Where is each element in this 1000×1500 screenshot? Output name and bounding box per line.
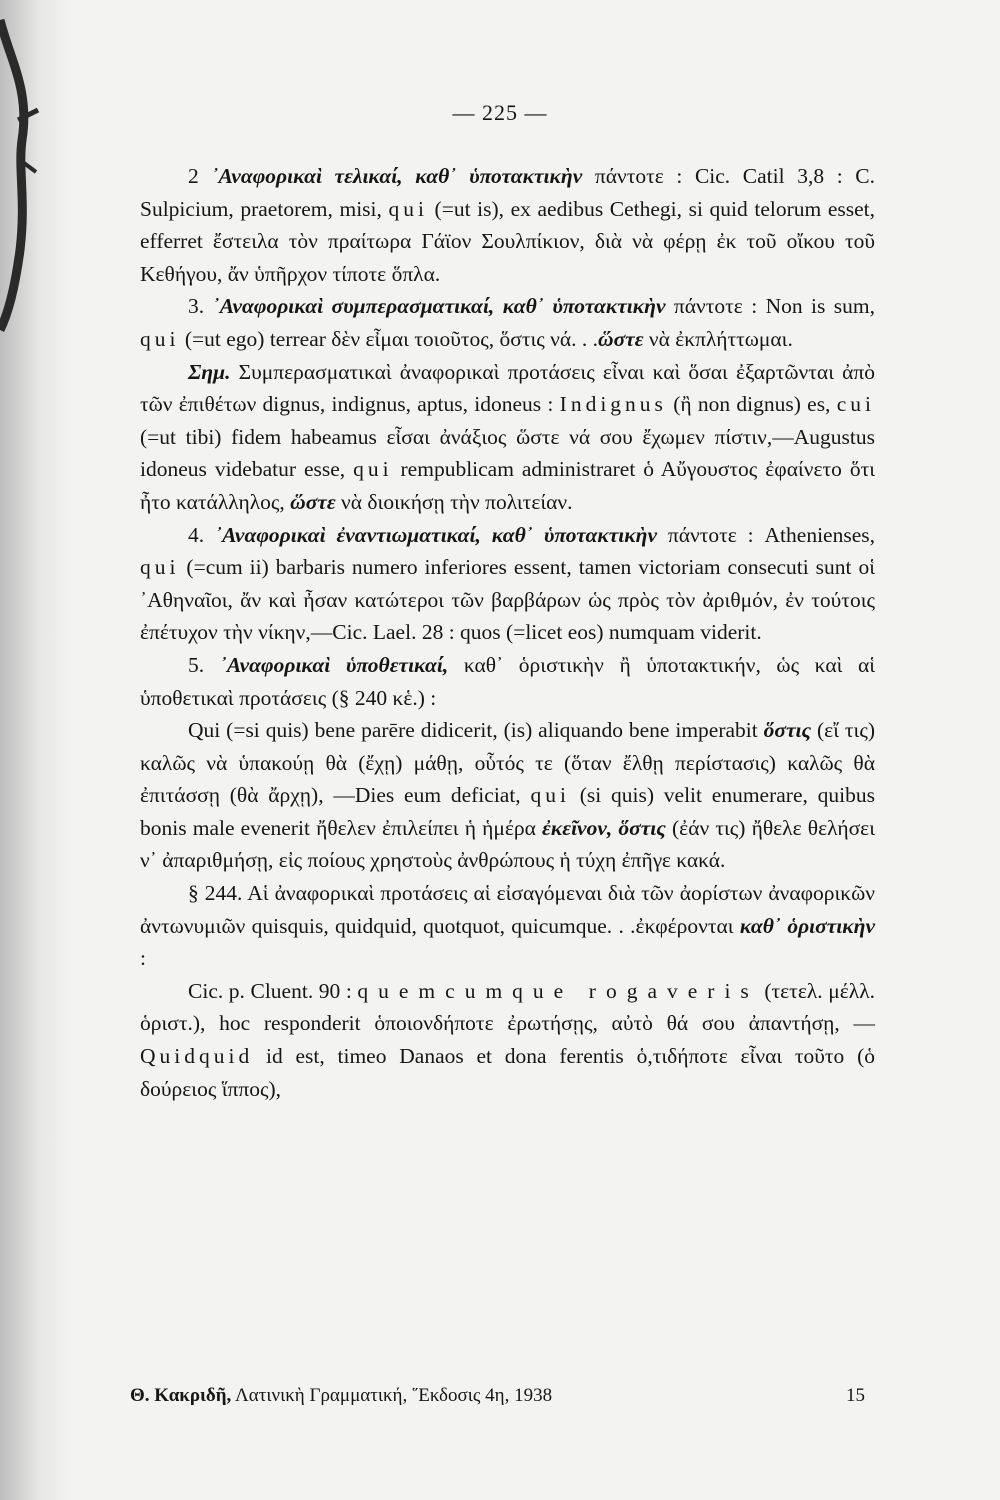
paragraph-2: 2 ᾿Αναφορικαὶ τελικαί, καθ᾿ ὑποτακτικὴν πάντοτε : Cic. Catil 3,8 : C. Sulpicium, praetorem, misi, qui (=ut is), ex aedibus Cethegi, si quid telorum esset, efferret ἔστειλα τὸν πραίτωρα Γάϊον Σουλπίκιον, διὰ νὰ φέρῃ ἐκ τοῦ οἴκου τοῦ Κεθήγου, ἄν ὑπῆρχον τίποτε ὅπλα.	[140, 164, 875, 286]
cicero-example: Cic. p. Cluent. 90 : quemcumque rogaveris (τετελ. μέλλ. ὁριστ.), hoc responderit ὁποιονδήποτε ἐρωτήσῃς, αὐτὸ θά σου ἀπαντήσῃ, — Quidquid id est, timeo Danaos et dona ferentis ὁ,τιδήποτε εἶναι τοῦτο (ὁ δούρειος ἵππος),	[140, 978, 875, 1101]
note-paragraph: Σημ. Συμπερασματικαὶ ἀναφορικαὶ προτάσεις εἶναι καὶ ὅσαι ἐξαρτῶνται ἀπὸ τῶν ἐπιθέτων dignus, indignus, aptus, idoneus : Indignus (ἢ non dignus) es, cui (=ut tibi) fidem habeamus εἶσαι ἀνάξιος ὥστε νά σου ἔχωμεν πίστιν,—Augustus idoneus videbatur esse, qui rempublicam administraret ὁ Αὔγουστος ἐφαίνετο ὅτι ἦτο κατάλληλος, ὥστε νὰ διοικήσῃ τὴν πολιτείαν.	[140, 359, 875, 514]
example-paragraph: Qui (=si quis) bene parēre didicerit, (is) aliquando bene imperabit ὅστις (εἴ τις) καλῶς νὰ ὑπακούῃ θὰ (ἔχῃ) μάθῃ, οὗτός τε (ὅταν ἔλθῃ περίστασις) καλῶς θὰ ἐπιτάσσῃ (θὰ ἄρχῃ), —Dies eum deficiat, qui (si quis) velit enumerare, quibus bonis male evenerit ἤθελεν ἐπιλείπει ἡ ἡμέρα ἐκεῖνον, ὅστις (ἐάν τις) ἤθελε θελήσει ν᾿ ἀπαριθμήσῃ, εἰς ποίους χρηστοὺς ἀνθρώπους ἡ τύχη ἐπῆγε κακά.	[140, 718, 875, 873]
section-244: § 244. Αἱ ἀναφορικαὶ προτάσεις αἱ εἰσαγόμεναι διὰ τῶν ἀορίστων ἀναφορικῶν ἀντωνυμιῶν quisquis, quidquid, quotquot, quicumque. . .ἐκφέρονται καθ᾿ ὁριστικὴν :	[140, 881, 875, 971]
page-number: — 225 —	[452, 100, 548, 125]
sheet-number: 15	[846, 1385, 865, 1406]
paragraph-5: 5. ᾿Αναφορικαὶ ὑποθετικαί, καθ᾿ ὁριστικὴν ἢ ὑποτακτικήν, ὡς καὶ αἱ ὑποθετικαὶ προτάσεις (§ 240 κἑ.) :	[140, 652, 875, 710]
footer-citation: Θ. Κακριδῆ, Λατινικὴ Γραμματική, ῞Εκδοσις 4η, 1938	[130, 1385, 553, 1406]
dried-twig-image	[0, 0, 40, 340]
paragraph-4: 4. ᾿Αναφορικαὶ ἐναντιωματικαί, καθ᾿ ὑποτακτικὴν πάντοτε : Athenienses, qui (=cum ii) barbaris numero inferiores essent, tamen victoriam consecuti sunt οἱ ᾿Αθηναῖοι, ἄν καὶ ἦσαν κατώτεροι τῶν βαρβάρων ὡς πρὸς τὸν ἀριθμόν, ἐν τούτοις ἐπέτυχον τὴν νίκην,—Cic. Lael. 28 : quos (=licet eos) numquam viderit.	[140, 522, 875, 645]
page-footer	[130, 1385, 865, 1407]
paragraph-3: 3. ᾿Αναφορικαὶ συμπερασματικαί, καθ᾿ ὑποτακτικὴν πάντοτε : Non is sum, qui (=ut ego) terrear δὲν εἶμαι τοιοῦτος, ὅστις νά. . .ὥστε νὰ ἐκπλήττωμαι.	[140, 294, 875, 351]
page-text	[140, 160, 875, 1105]
